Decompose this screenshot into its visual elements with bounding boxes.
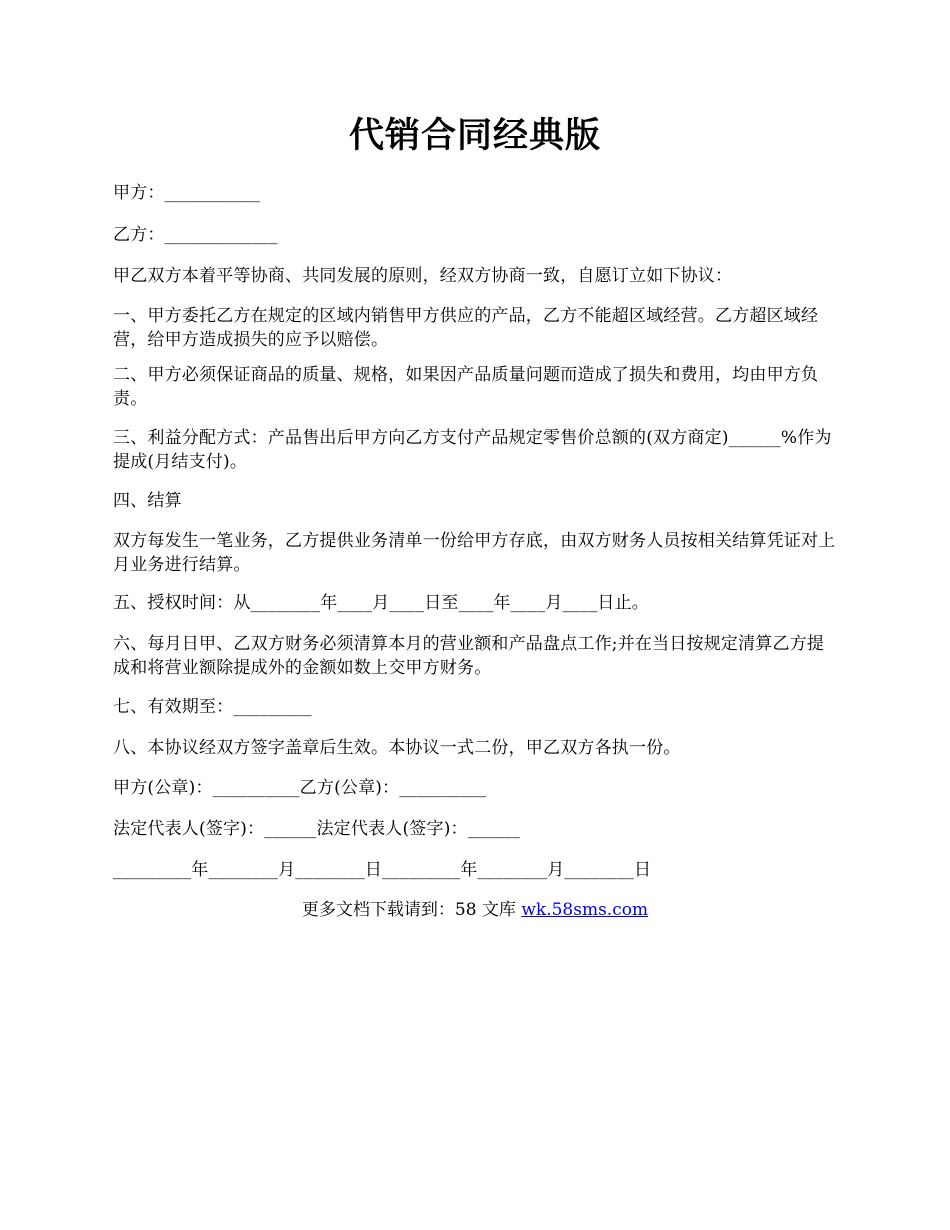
clause-7-paragraph: 七、有效期至：_________ <box>113 697 312 717</box>
seal-line: 甲方(公章)：__________乙方(公章)：__________ <box>113 778 487 798</box>
signature-line: 法定代表人(签字)：______法定代表人(签字)：______ <box>113 819 520 839</box>
footer <box>0 898 950 922</box>
document-title: 代销合同经典版 <box>348 115 601 156</box>
party-a-line: 甲方：___________ <box>113 183 261 203</box>
party-b-line: 乙方：_____________ <box>113 225 278 245</box>
footer-link[interactable]: wk.58sms.com <box>521 900 649 920</box>
footer-text: 更多文档下载请到：58 文库 <box>301 900 522 920</box>
clause-2-paragraph: 二、甲方必须保证商品的质量、规格，如果因产品质量问题而造成了损失和费用，均由甲方负责。 <box>113 365 819 409</box>
clause-3-paragraph: 三、利益分配方式：产品售出后甲方向乙方支付产品规定零售价总额的(双方商定)______%作为提成(月结支付)。 <box>113 428 832 472</box>
clause-4-heading: 四、结算 <box>113 491 182 511</box>
preamble-paragraph: 甲乙双方本着平等协商、共同发展的原则，经双方协商一致，自愿订立如下协议： <box>113 266 733 286</box>
clause-5-paragraph: 五、授权时间：从________年____月____日至____年____月____日止。 <box>113 593 649 613</box>
settlement-paragraph: 双方每发生一笔业务，乙方提供业务清单一份给甲方存底，由双方财务人员按相关结算凭证对上月业务进行结算。 <box>113 531 836 575</box>
date-line: _________年________月________日_________年________月________日 <box>113 860 652 880</box>
clause-6-paragraph: 六、每月日甲、乙双方财务必须清算本月的营业额和产品盘点工作;并在当日按规定清算乙方提成和将营业额除提成外的金额如数上交甲方财务。 <box>113 634 825 678</box>
clause-1-paragraph: 一、甲方委托乙方在规定的区域内销售甲方供应的产品，乙方不能超区域经营。乙方超区域经营，给甲方造成损失的应予以赔偿。 <box>113 306 819 350</box>
clause-8-paragraph: 八、本协议经双方签字盖章后生效。本协议一式二份，甲乙双方各执一份。 <box>113 738 681 758</box>
